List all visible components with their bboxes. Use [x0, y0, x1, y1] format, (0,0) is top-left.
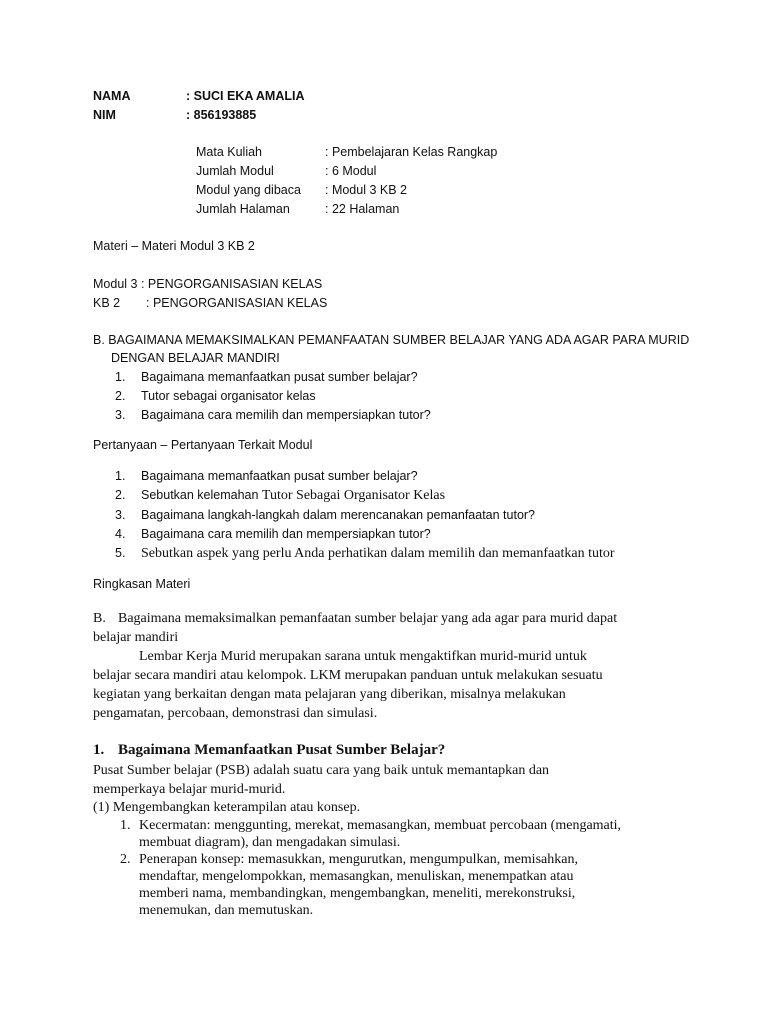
- psb-paragraph-line: memperkaya belajar murid-murid.: [93, 782, 286, 797]
- list-item: [115, 467, 418, 486]
- psb-paragraph-line: Pusat Sumber belajar (PSB) adalah suatu cara yang baik untuk memantapkan dan: [93, 763, 550, 778]
- ringkasan-paragraph-line: pengamatan, percobaan, demonstrasi dan simulasi.: [93, 706, 378, 721]
- materi-title: Materi – Materi Modul 3 KB 2: [93, 239, 255, 253]
- psb-subpoint: (1) Mengembangkan keterampilan atau konsep.: [93, 800, 361, 815]
- modul-line: Modul 3 : PENGORGANISASIAN KELAS: [93, 277, 323, 291]
- ringkasan-b-line2: belajar mandiri: [93, 630, 179, 645]
- kb-value: : PENGORGANISASIAN KELAS: [146, 296, 328, 310]
- nim-value: : 856193885: [186, 108, 257, 122]
- list-item-number: 3.: [115, 508, 126, 522]
- ringkasan-b-line1: Bagaimana memaksimalkan pemanfaatan sumber belajar yang ada agar para murid dapat: [118, 611, 618, 626]
- list-item-text: Bagaimana langkah-langkah dalam merencanakan pemanfaatan tutor?: [141, 508, 536, 522]
- info-value: : 22 Halaman: [325, 202, 400, 216]
- info-value: : Pembelajaran Kelas Rangkap: [325, 145, 498, 159]
- list-item: [115, 506, 535, 525]
- list-item-text: Bagaimana memanfaatkan pusat sumber belajar?: [141, 469, 418, 483]
- nama-label: NAMA: [93, 89, 131, 103]
- kb-label: KB 2: [93, 296, 121, 310]
- psb-heading-number: 1.: [93, 742, 105, 758]
- ringkasan-title: Ringkasan Materi: [93, 577, 191, 591]
- list-item: [115, 544, 615, 563]
- info-label: Jumlah Halaman: [196, 202, 290, 216]
- ringkasan-paragraph-line: kegiatan yang berkaitan dengan mata pelajaran yang diberikan, misalnya melakukan: [93, 687, 566, 702]
- info-label: Jumlah Modul: [196, 164, 274, 178]
- ringkasan-paragraph-line: belajar secara mandiri atau kelompok. LKM merupakan panduan untuk melakukan sesuatu: [93, 668, 603, 683]
- list-item-text: Bagaimana cara memilih dan mempersiapkan tutor?: [141, 527, 431, 541]
- psb-item-number: 1.: [120, 818, 131, 833]
- list-item: [115, 368, 418, 387]
- ringkasan-paragraph-line: Lembar Kerja Murid merupakan sarana untuk mengaktifkan murid-murid untuk: [139, 649, 587, 664]
- psb-item-line: memberi nama, membandingkan, mengembangkan, meneliti, merekonstruksi,: [139, 886, 576, 901]
- list-item-number: 2.: [115, 389, 126, 403]
- psb-item-line: mendaftar, mengelompokkan, memasangkan, menuliskan, menempatkan atau: [139, 869, 574, 884]
- section-b-title-line2: DENGAN BELAJAR MANDIRI: [111, 351, 280, 365]
- info-label: Modul yang dibaca: [196, 183, 301, 197]
- info-value: : 6 Modul: [325, 164, 377, 178]
- list-item-number: 4.: [115, 527, 126, 541]
- info-label: Mata Kuliah: [196, 145, 263, 159]
- psb-heading: Bagaimana Memanfaatkan Pusat Sumber Belajar?: [118, 742, 446, 758]
- list-item-text-serif: Tutor Sebagai Organisator Kelas: [261, 488, 446, 503]
- ringkasan-b-label: B.: [93, 611, 106, 626]
- list-item-text: Sebutkan kelemahan: [141, 488, 262, 502]
- list-item: [115, 387, 316, 406]
- list-item-text: Bagaimana memanfaatkan pusat sumber belajar?: [141, 370, 418, 384]
- list-item: [115, 406, 431, 425]
- list-item-text: Sebutkan aspek yang perlu Anda perhatikan dalam memilih dan memanfaatkan tutor: [141, 546, 615, 561]
- list-item-number: 5.: [115, 546, 126, 560]
- info-value: : Modul 3 KB 2: [325, 183, 407, 197]
- list-item: [115, 486, 445, 505]
- psb-item-line: Penerapan konsep: memasukkan, mengurutkan, mengumpulkan, memisahkan,: [139, 852, 578, 867]
- psb-item-number: 2.: [120, 852, 131, 867]
- nim-label: NIM: [93, 108, 116, 122]
- psb-item-line: menemukan, dan memutuskan.: [139, 903, 314, 918]
- list-item-number: 2.: [115, 488, 126, 502]
- list-item-number: 1.: [115, 370, 126, 384]
- pertanyaan-title: Pertanyaan – Pertanyaan Terkait Modul: [93, 438, 313, 452]
- list-item: [115, 525, 431, 544]
- list-item-text: Tutor sebagai organisator kelas: [141, 389, 316, 403]
- psb-item-line: Kecermatan: menggunting, merekat, memasangkan, membuat percobaan (mengamati,: [139, 818, 622, 833]
- list-item-number: 1.: [115, 469, 126, 483]
- list-item-text: Bagaimana cara memilih dan mempersiapkan tutor?: [141, 408, 431, 422]
- nama-value: : SUCI EKA AMALIA: [186, 89, 305, 103]
- section-b-title-line1: B. BAGAIMANA MEMAKSIMALKAN PEMANFAATAN SUMBER BELAJAR YANG ADA AGAR PARA MURID: [93, 333, 690, 347]
- psb-item-line: membuat diagram), dan mengadakan simulasi.: [139, 835, 401, 850]
- list-item-number: 3.: [115, 408, 126, 422]
